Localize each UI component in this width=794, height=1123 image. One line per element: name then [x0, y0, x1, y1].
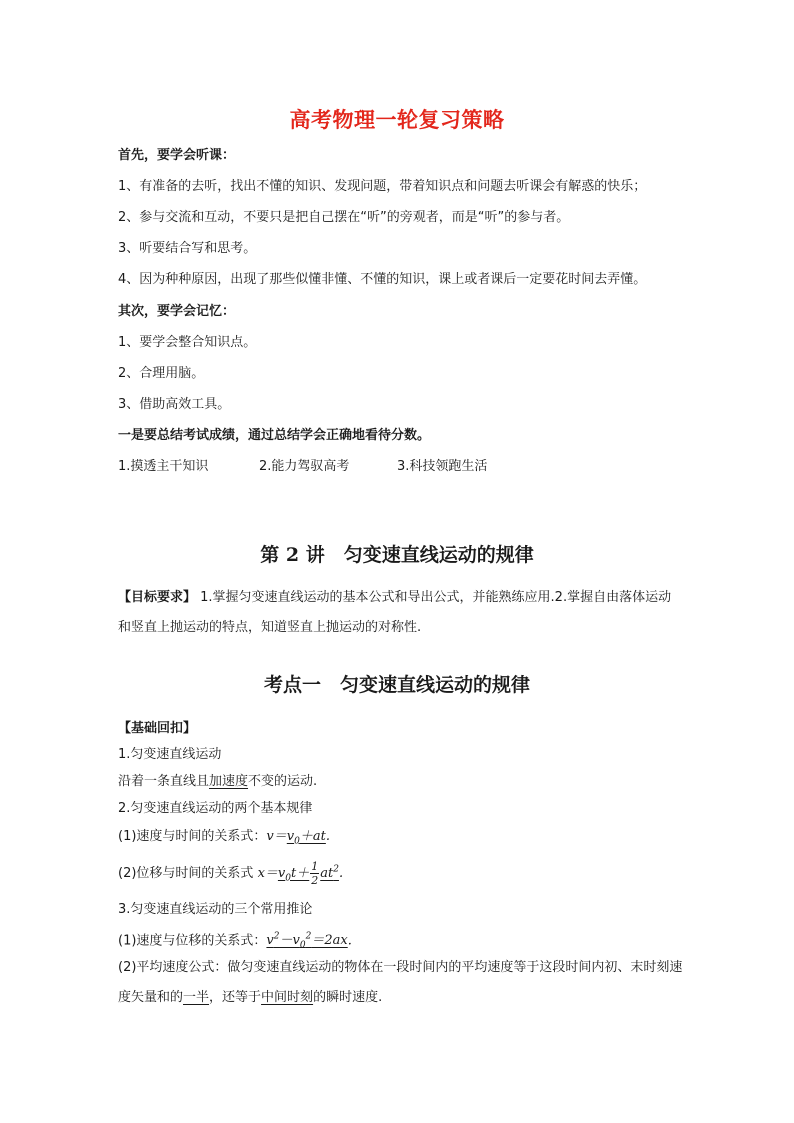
list-item: 2、参与交流和互动，不要只是把自己摆在“听”的旁观者，而是“听”的参与者。 [118, 210, 570, 225]
definition-text [118, 773, 317, 791]
subsection-title: 2.匀变速直线运动的两个基本规律 [118, 801, 313, 816]
average-velocity-paragraph [118, 953, 683, 1013]
formula: $v=v_0+at$. [266, 829, 330, 847]
text-segment: 不变的运动. [248, 774, 318, 789]
text-segment: (2)平均速度公式：做匀变速直线运动的物体在一段时间内的平均速度等于这段时间内初、末时刻速度矢量和的 [118, 960, 683, 1005]
list-item: 2、合理用脑。 [118, 366, 205, 381]
formula: $v^2-v_0^2=2ax$. [266, 932, 352, 951]
topic-title: 考点一 匀变速直线运动的规律 [263, 674, 530, 696]
formula-line [118, 860, 343, 888]
goal-tag: 【目标要求】 [118, 590, 197, 605]
formula-label: (1)速度与时间的关系式： [118, 829, 267, 844]
slogan-item: 2.能力驾驭高考 [259, 459, 350, 474]
fill-blank-answer: 中间时刻 [261, 990, 314, 1005]
list-item: 3、借助高效工具。 [118, 397, 231, 412]
text-segment: 的瞬时速度. [313, 990, 383, 1005]
fill-blank-answer: 一半 [183, 990, 210, 1005]
summary-note: 一是要总结考试成绩，通过总结学会正确地看待分数。 [118, 428, 431, 443]
text-segment: ，还等于 [209, 990, 262, 1005]
slogan-row [118, 458, 487, 476]
list-item: 3、听要结合写和思考。 [118, 241, 257, 256]
subsection-title: 1.匀变速直线运动 [118, 747, 222, 762]
section-heading-memory: 其次，要学会记忆： [118, 304, 236, 319]
subsection-title: 3.匀变速直线运动的三个常用推论 [118, 902, 313, 917]
goal-text: 1.掌握匀变速直线运动的基本公式和导出公式，并能熟练应用.2.掌握自由落体运动和竖直上抛运动的特点，知道竖直上抛运动的对称性. [118, 590, 672, 635]
formula-label: (1)速度与位移的关系式： [118, 933, 267, 949]
fill-blank-answer: 加速度 [209, 774, 249, 789]
formula: $x=v_0t+$ $\frac{1}{2}$ $at^2$. [257, 860, 344, 887]
lecture-title: 第 2 讲 匀变速直线运动的规律 [260, 544, 534, 566]
formula-line [118, 928, 352, 955]
text-segment: 沿着一条直线且 [118, 774, 210, 789]
list-item: 1、有准备的去听，找出不懂的知识、发现问题，带着知识点和问题去听课会有解惑的快乐； [118, 179, 647, 194]
formula-line [118, 828, 330, 851]
slogan-item: 3.科技领跑生活 [397, 459, 488, 474]
page-title: 高考物理一轮复习策略 [289, 108, 505, 132]
formula-label: (2)位移与时间的关系式 [118, 866, 258, 881]
list-item: 4、因为种种原因，出现了那些似懂非懂、不懂的知识，课上或者课后一定要花时间去弄懂。 [118, 272, 647, 287]
goal-paragraph [118, 583, 683, 643]
topic-tag: 【基础回扣】 [118, 721, 197, 736]
list-item: 1、要学会整合知识点。 [118, 335, 257, 350]
slogan-item: 1.摸透主干知识 [118, 459, 209, 474]
section-heading-listening: 首先，要学会听课： [118, 148, 236, 163]
